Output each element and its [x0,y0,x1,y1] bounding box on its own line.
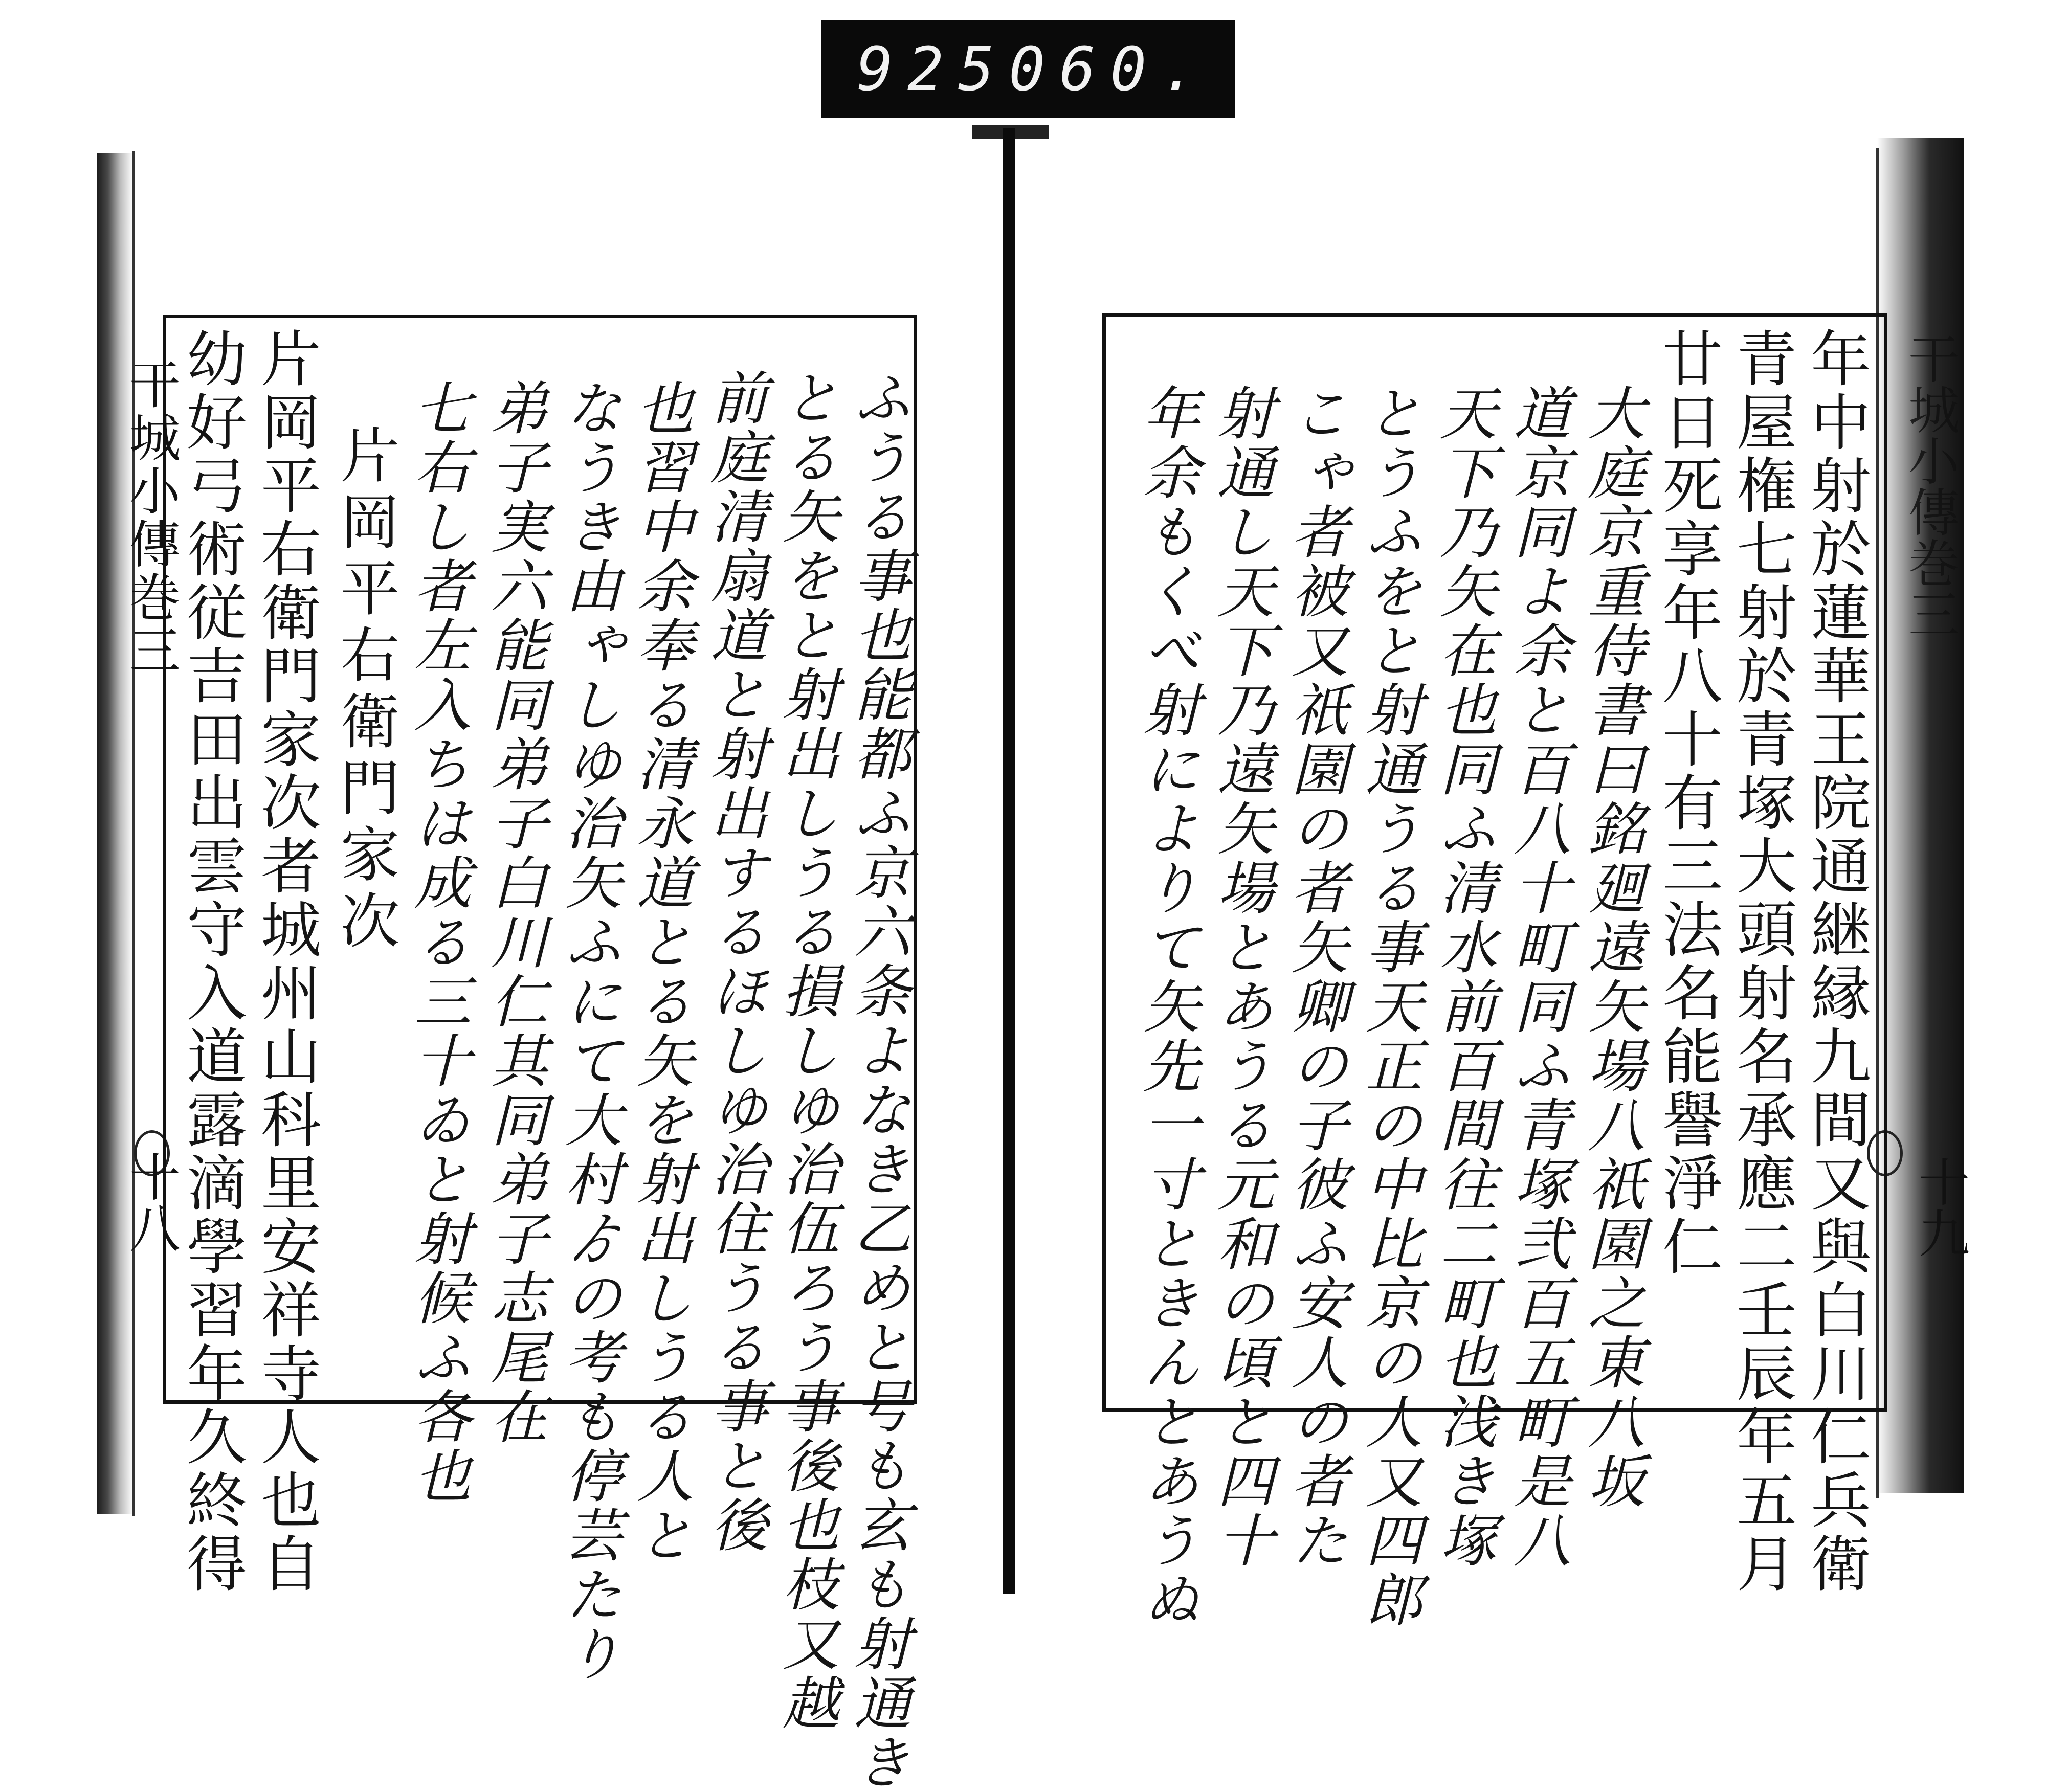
text-column: とる矢をと射出しうる損しゆ治伍ろう事後也枝又越 [773,368,839,1733]
text-column: なうき由ゃしゆ治矢ふにて大村ゟの考も停芸たり [555,378,622,1684]
text-column: 弟子実六能同弟子白川仁其同弟子志尾在 [481,378,548,1446]
text-column: ふうる事也能都ふ京六条よなき乙めと号も玄も射通き [844,368,911,1792]
section-heading: 片岡平右衛門家次 [330,424,399,956]
book-gutter [1003,128,1015,1594]
text-column: 大庭京重侍書曰銘廻遠矢場八祇園之東八坂 [1578,384,1645,1511]
text-column: 道京同よ余と百八十町同ふ青塚弐百五町是八 [1504,384,1571,1570]
text-column: 前庭清扇道と射出するほしゆ治住うる事と後 [701,368,768,1555]
left-margin-folio: 十八 [121,1151,181,1253]
film-number-right: 060. [1009,34,1212,104]
right-margin-folio: 十九 [1910,1156,1970,1258]
text-column: 也習中余奉る清永道とる矢を射出しうる人と [627,378,694,1565]
text-column: 年中射於蓮華王院通継縁九間又與白川仁兵衛 [1800,327,1871,1596]
text-column: こゃ者被又祇園の者矢卿の子彼ふ安人の者た [1282,384,1348,1570]
left-page-border [132,151,135,1516]
text-column: 幼好弓術従吉田出雲守入道露滴學習年久終得 [176,327,247,1596]
text-column: とうふをと射通うる事天正の中比京の人又四郎 [1356,384,1422,1629]
text-column: 廿日死享年八十有三法名能譽淨仁 [1652,327,1723,1279]
text-column: 片岡平右衛門家次者城州山科里安祥寺人也自 [251,327,321,1596]
right-margin-title: 干城小傳巻三 [1900,332,1960,639]
text-column: 年余もくべ射によりて矢先一寸ときんとあうぬ [1133,384,1200,1629]
film-frame-label [821,20,1235,118]
text-column: 射通し天下乃遠矢場とあうる元和の頃と四十 [1208,384,1274,1570]
film-number-left: 925 [857,34,1009,104]
left-margin-title: 干城小傳巻三 [121,358,181,677]
text-column: 青屋権七射於青塚大頭射名承應二壬辰年五月 [1726,327,1797,1596]
left-page-edge [97,153,133,1514]
text-column: 天下乃矢在也同ふ清水前百間往二町也浅き塚 [1430,384,1497,1570]
text-column: 七右し者左入ちは成る三十ゐと射候ふ各也 [405,378,471,1506]
